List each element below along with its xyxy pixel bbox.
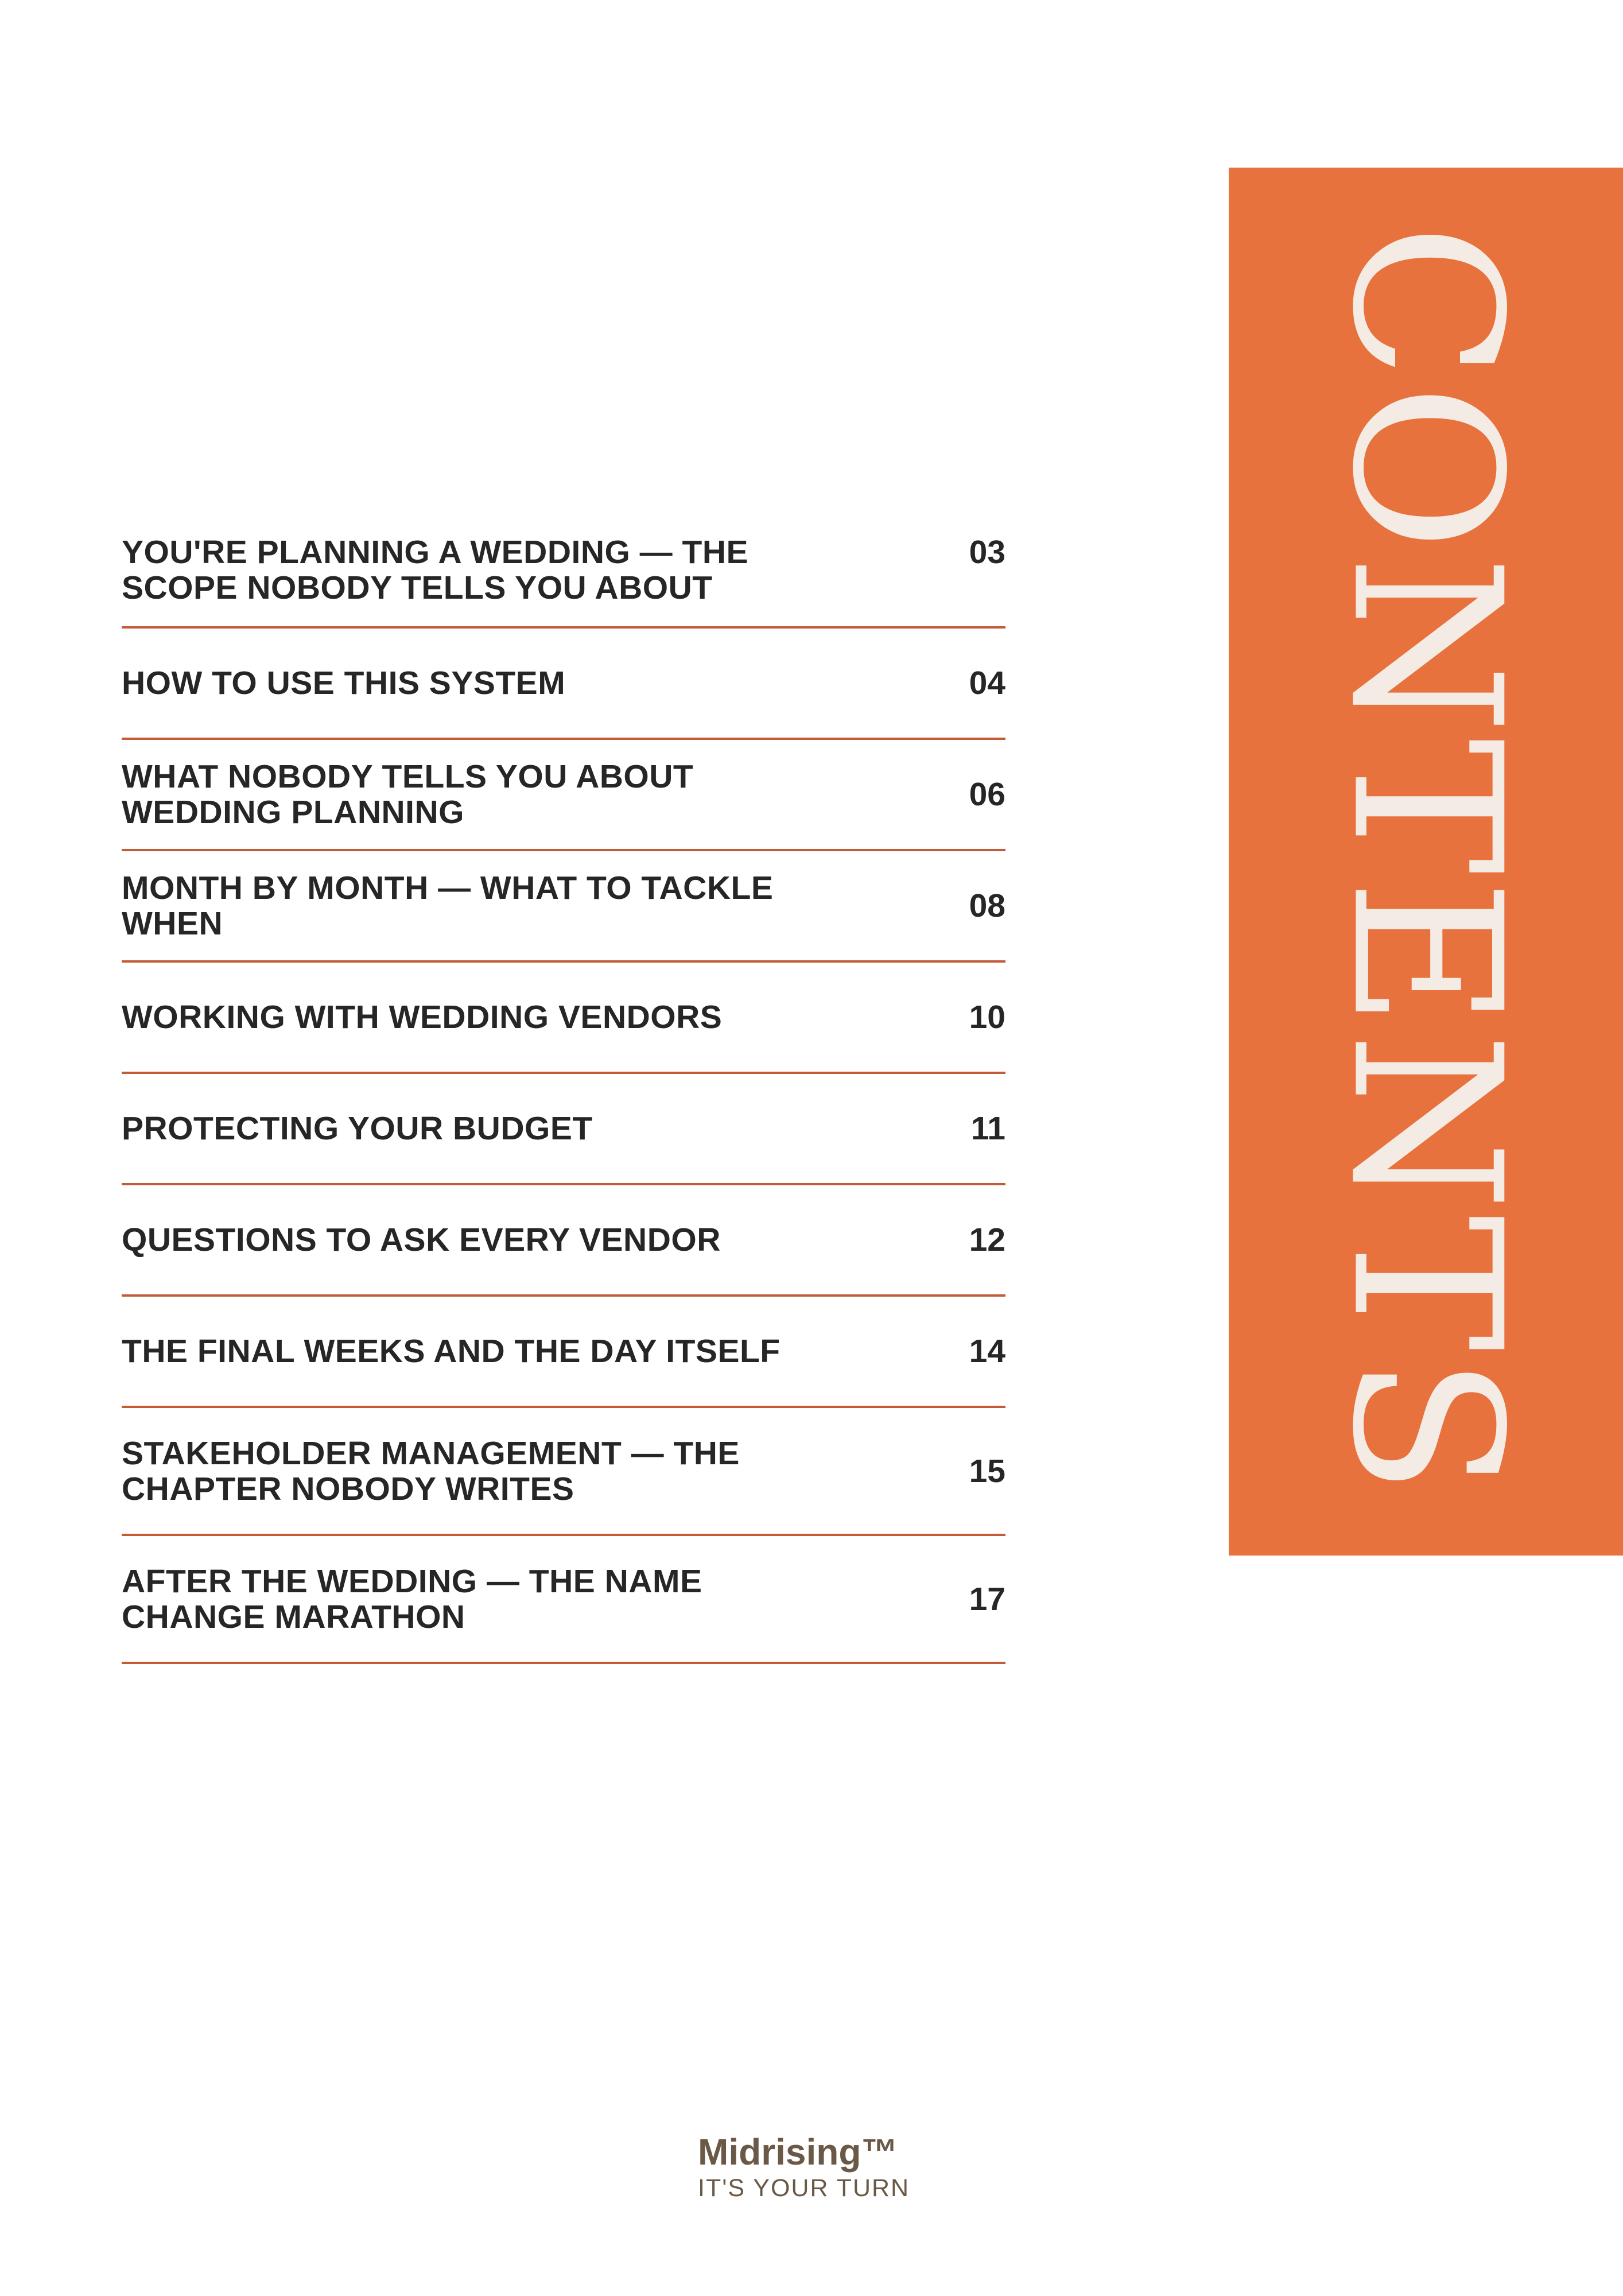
toc-item-page: 04 [969, 665, 1005, 701]
toc-item-page: 03 [969, 534, 1005, 571]
toc-item-title: HOW TO USE THIS SYSTEM [122, 665, 566, 701]
toc-item-title: PROTECTING YOUR BUDGET [122, 1110, 593, 1147]
toc-item-page: 14 [969, 1333, 1005, 1370]
toc-item-title: MONTH BY MONTH — WHAT TO TACKLE WHEN [122, 870, 774, 942]
contents-banner [1229, 168, 1623, 1556]
toc-item-page: 10 [969, 999, 1005, 1035]
toc-item-title: STAKEHOLDER MANAGEMENT — THE CHAPTER NOBODY WRITES [122, 1434, 740, 1507]
toc-item-page: 11 [970, 1110, 1005, 1147]
toc-item[interactable] [122, 1074, 1005, 1185]
toc-item[interactable] [122, 740, 1005, 851]
toc-item[interactable] [122, 851, 1005, 963]
brand-name: Midrising™ [698, 2131, 898, 2173]
toc-item-title: AFTER THE WEDDING — THE NAME CHANGE MARATHON [122, 1562, 702, 1635]
toc-item-page: 06 [969, 776, 1005, 813]
brand-logo [698, 2131, 910, 2203]
toc-item[interactable] [122, 1185, 1005, 1297]
toc-item[interactable] [122, 1408, 1005, 1536]
toc-item-title: THE FINAL WEEKS AND THE DAY ITSELF [122, 1333, 781, 1370]
toc-item[interactable] [122, 1536, 1005, 1664]
table-of-contents [122, 514, 1005, 1664]
toc-item-page: 17 [969, 1580, 1005, 1618]
toc-item[interactable] [122, 629, 1005, 740]
toc-item[interactable] [122, 514, 1005, 629]
toc-item[interactable] [122, 963, 1005, 1074]
toc-item-page: 08 [969, 887, 1005, 924]
toc-item-title: QUESTIONS TO ASK EVERY VENDOR [122, 1221, 721, 1258]
toc-item-title: WHAT NOBODY TELLS YOU ABOUT WEDDING PLANNING [122, 758, 694, 831]
toc-item-page: 12 [969, 1221, 1005, 1258]
toc-item-title: YOU'RE PLANNING A WEDDING — THE SCOPE NOBODY TELLS YOU ABOUT [122, 534, 749, 606]
brand-tagline: IT'S YOUR TURN [698, 2174, 910, 2202]
toc-item-title: WORKING WITH WEDDING VENDORS [122, 999, 723, 1035]
toc-item-page: 15 [969, 1452, 1005, 1490]
contents-title: CONTENTS [1307, 223, 1545, 1500]
toc-item[interactable] [122, 1297, 1005, 1408]
